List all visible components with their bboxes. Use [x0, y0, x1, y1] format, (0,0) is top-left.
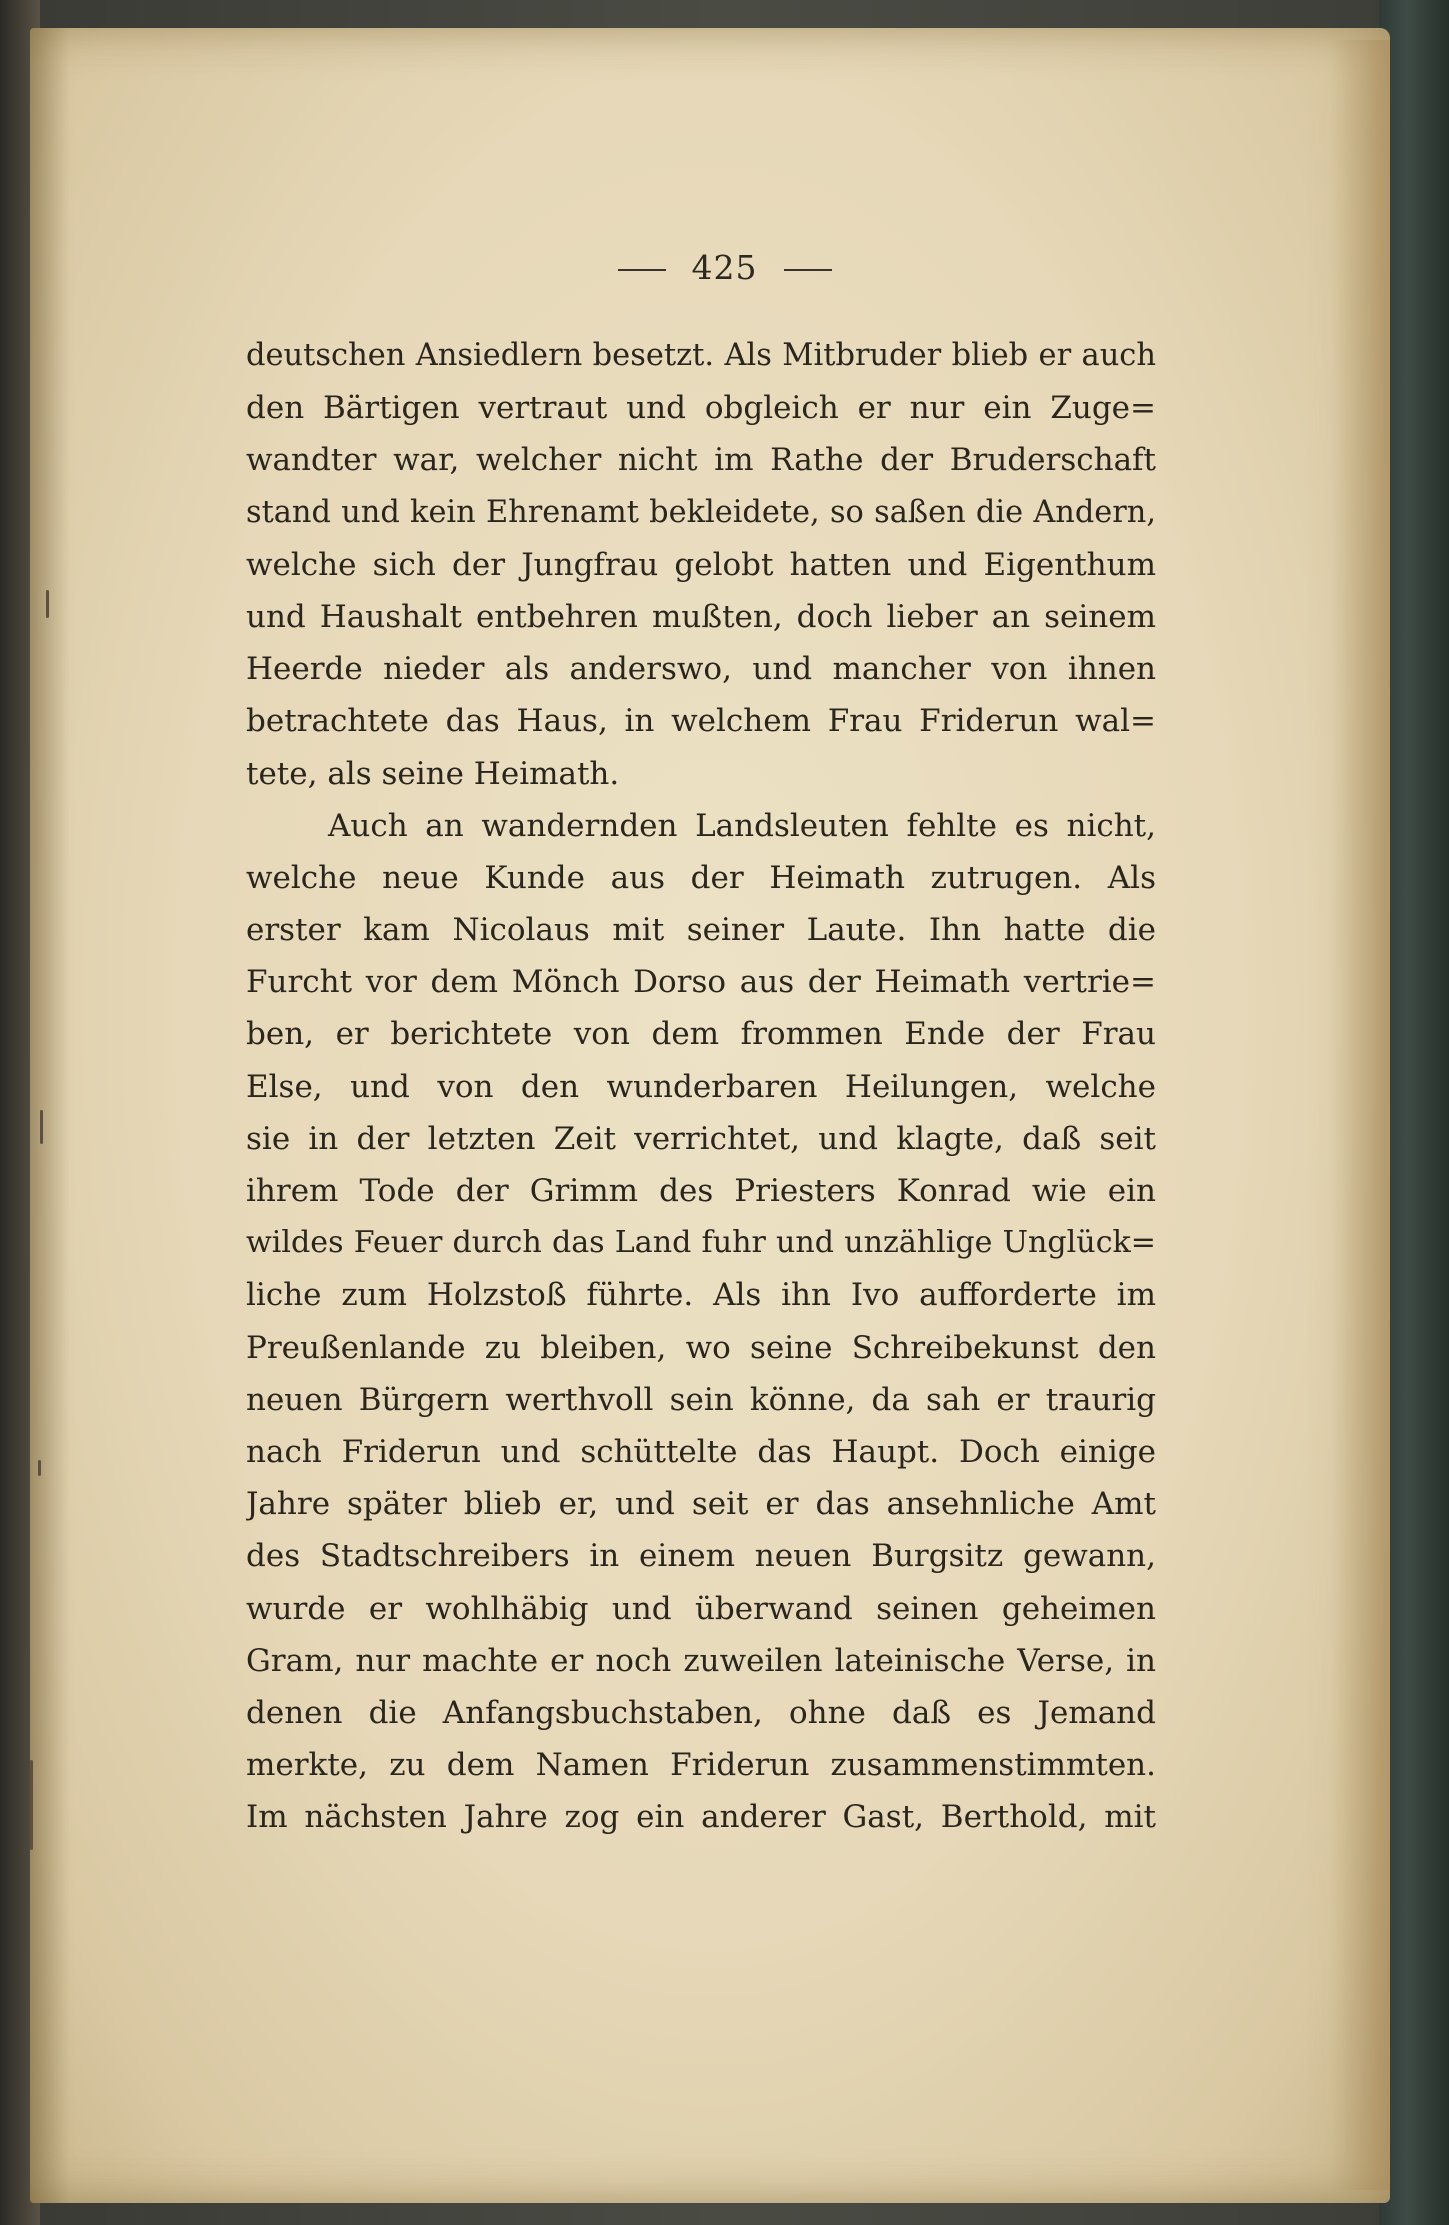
- text-line: sie in der letzten Zeit verrichtet, und klagte, daß seit: [246, 1120, 1156, 1157]
- text-line: Preußenlande zu bleiben, wo seine Schreibekunst den: [246, 1329, 1156, 1366]
- header-dash-left: [618, 269, 666, 271]
- page-gutter-shade: [30, 28, 70, 2203]
- text-line: neuen Bürgern werthvoll sein könne, da sah er traurig: [246, 1381, 1156, 1418]
- text-line: Heerde nieder als anderswo, und mancher von ihnen: [246, 651, 1156, 688]
- text-line: Else, und von den wunderbaren Heilungen, welche: [246, 1068, 1156, 1105]
- body-text: [246, 330, 1156, 1843]
- text-line: merkte, zu dem Namen Friderun zusammenstimmten.: [246, 1747, 1156, 1784]
- text-line: ihrem Tode der Grimm des Priesters Konrad wie ein: [246, 1173, 1156, 1209]
- text-line: Jahre später blieb er, und seit er das ansehnliche Amt: [246, 1486, 1156, 1523]
- text-line: den Bärtigen vertraut und obgleich er nur ein Zuge=: [246, 390, 1156, 427]
- text-line: welche sich der Jungfrau gelobt hatten und Eigenthum: [246, 546, 1156, 583]
- text-line: wandter war, welcher nicht im Rathe der Bruderschaft: [246, 442, 1156, 479]
- text-line: Furcht vor dem Mönch Dorso aus der Heimath vertrie=: [246, 964, 1156, 1001]
- margin-mark: [46, 590, 49, 618]
- margin-mark: [40, 1110, 43, 1144]
- text-line: wurde er wohlhäbig und überwand seinen geheimen: [246, 1590, 1156, 1627]
- text-line: und Haushalt entbehren mußten, doch lieber an seinem: [246, 598, 1156, 635]
- page-number: 425: [691, 248, 758, 287]
- text-line: stand und kein Ehrenamt bekleidete, so saßen die Andern,: [246, 494, 1156, 530]
- text-line: wildes Feuer durch das Land fuhr und unzählige Unglück=: [246, 1225, 1156, 1261]
- paragraph-1: [246, 330, 1156, 800]
- text-line: denen die Anfangsbuchstaben, ohne daß es Jemand: [246, 1694, 1156, 1731]
- text-line: welche neue Kunde aus der Heimath zutrugen. Als: [246, 859, 1156, 896]
- text-line: des Stadtschreibers in einem neuen Burgsitz gewann,: [246, 1538, 1156, 1575]
- text-line: ben, er berichtete von dem frommen Ende der Frau: [246, 1016, 1156, 1053]
- text-line: betrachtete das Haus, in welchem Frau Friderun wal=: [246, 703, 1156, 740]
- page-edge-shade: [1330, 40, 1390, 2190]
- text-line: Im nächsten Jahre zog ein anderer Gast, Berthold, mit: [246, 1799, 1156, 1836]
- text-line: liche zum Holzstoß führte. Als ihn Ivo aufforderte im: [246, 1277, 1156, 1314]
- text-line: tete, als seine Heimath.: [246, 755, 620, 792]
- text-line: deutschen Ansiedlern besetzt. Als Mitbruder blieb er auch: [246, 338, 1156, 373]
- text-line: Auch an wandernden Landsleuten fehlte es nicht,: [328, 807, 1156, 844]
- header-dash-right: [784, 269, 832, 271]
- margin-mark: [30, 1760, 33, 1850]
- text-line: nach Friderun und schüttelte das Haupt. Doch einige: [246, 1433, 1156, 1470]
- paragraph-2: [246, 800, 1156, 1844]
- margin-mark: [38, 1460, 41, 1476]
- page-header: [0, 248, 1449, 287]
- text-line: erster kam Nicolaus mit seiner Laute. Ihn hatte die: [246, 912, 1156, 949]
- text-line: Gram, nur machte er noch zuweilen lateinische Verse, in: [246, 1642, 1156, 1679]
